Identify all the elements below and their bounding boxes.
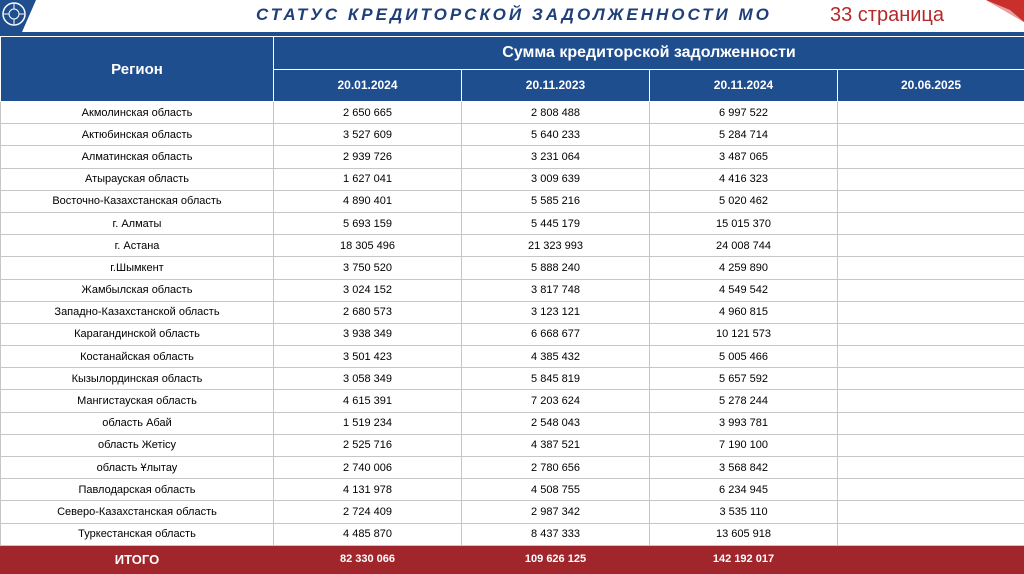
value-cell: 4 960 815 [650, 301, 838, 323]
value-cell [838, 235, 1024, 257]
value-cell: 5 445 179 [462, 212, 650, 234]
table-row [1, 434, 1024, 456]
region-cell: Кызылординская область [1, 368, 274, 390]
value-cell: 3 024 152 [274, 279, 462, 301]
value-cell [838, 168, 1024, 190]
region-cell: Туркестанская область [1, 523, 274, 545]
table-row [1, 102, 1024, 124]
value-cell [838, 457, 1024, 479]
table-row [1, 390, 1024, 412]
table-row [1, 457, 1024, 479]
table-row [1, 279, 1024, 301]
value-cell [838, 279, 1024, 301]
region-cell: область Ұлытау [1, 457, 274, 479]
total-value: 142 192 017 [650, 545, 838, 573]
page-number: 33 страница [830, 4, 945, 26]
table-row [1, 301, 1024, 323]
value-cell: 1 627 041 [274, 168, 462, 190]
date-header: 20.01.2024 [274, 69, 462, 102]
value-cell: 21 323 993 [462, 235, 650, 257]
table-row [1, 523, 1024, 545]
value-cell: 7 190 100 [650, 434, 838, 456]
value-cell: 5 693 159 [274, 212, 462, 234]
region-cell: Жамбылская область [1, 279, 274, 301]
value-cell [838, 124, 1024, 146]
region-cell: Акмолинская область [1, 102, 274, 124]
value-cell: 2 525 716 [274, 434, 462, 456]
region-cell: г. Алматы [1, 212, 274, 234]
value-cell [838, 257, 1024, 279]
value-cell: 2 808 488 [462, 102, 650, 124]
region-column-header: Регион [1, 37, 274, 102]
value-cell: 4 385 432 [462, 346, 650, 368]
value-cell: 15 015 370 [650, 212, 838, 234]
value-cell: 4 259 890 [650, 257, 838, 279]
table-row [1, 212, 1024, 234]
value-cell: 5 640 233 [462, 124, 650, 146]
value-cell [838, 190, 1024, 212]
value-cell [838, 146, 1024, 168]
total-value [838, 545, 1024, 573]
region-cell: Восточно-Казахстанская область [1, 190, 274, 212]
table-row [1, 412, 1024, 434]
value-cell: 5 284 714 [650, 124, 838, 146]
value-cell: 2 939 726 [274, 146, 462, 168]
value-cell: 3 501 423 [274, 346, 462, 368]
region-cell: Карагандинской область [1, 323, 274, 345]
value-cell [838, 501, 1024, 523]
region-cell: Западно-Казахстанской область [1, 301, 274, 323]
value-cell: 3 487 065 [650, 146, 838, 168]
region-cell: г. Астана [1, 235, 274, 257]
table-row [1, 124, 1024, 146]
value-cell: 2 740 006 [274, 457, 462, 479]
table-body [1, 102, 1024, 574]
value-cell: 3 009 639 [462, 168, 650, 190]
value-cell [838, 301, 1024, 323]
region-cell: г.Шымкент [1, 257, 274, 279]
total-value: 82 330 066 [274, 545, 462, 573]
value-cell: 2 724 409 [274, 501, 462, 523]
region-cell: Алматинская область [1, 146, 274, 168]
value-cell: 3 123 121 [462, 301, 650, 323]
value-cell: 3 527 609 [274, 124, 462, 146]
value-cell: 3 993 781 [650, 412, 838, 434]
value-cell [838, 479, 1024, 501]
region-cell: Северо-Казахстанская область [1, 501, 274, 523]
value-cell [838, 523, 1024, 545]
value-cell: 10 121 573 [650, 323, 838, 345]
value-cell: 3 058 349 [274, 368, 462, 390]
value-cell: 2 987 342 [462, 501, 650, 523]
table-row [1, 368, 1024, 390]
value-cell: 4 549 542 [650, 279, 838, 301]
value-cell [838, 323, 1024, 345]
value-cell: 3 535 110 [650, 501, 838, 523]
value-cell [838, 212, 1024, 234]
value-cell: 4 890 401 [274, 190, 462, 212]
table-row [1, 146, 1024, 168]
value-cell: 3 568 842 [650, 457, 838, 479]
date-header: 20.06.2025 [838, 69, 1024, 102]
region-cell: Костанайская область [1, 346, 274, 368]
value-cell: 5 278 244 [650, 390, 838, 412]
value-cell: 3 817 748 [462, 279, 650, 301]
value-cell: 8 437 333 [462, 523, 650, 545]
value-cell: 6 234 945 [650, 479, 838, 501]
total-label: ИТОГО [1, 545, 274, 573]
value-cell: 5 005 466 [650, 346, 838, 368]
value-cell: 3 231 064 [462, 146, 650, 168]
region-cell: Павлодарская область [1, 479, 274, 501]
slide-header [0, 0, 1024, 32]
value-cell [838, 368, 1024, 390]
region-cell: область Абай [1, 412, 274, 434]
value-cell: 4 508 755 [462, 479, 650, 501]
value-cell [838, 102, 1024, 124]
table-row [1, 346, 1024, 368]
value-cell: 5 020 462 [650, 190, 838, 212]
value-cell: 4 131 978 [274, 479, 462, 501]
value-cell: 4 416 323 [650, 168, 838, 190]
date-header: 20.11.2024 [650, 69, 838, 102]
debt-table [0, 36, 1024, 574]
value-cell: 13 605 918 [650, 523, 838, 545]
value-cell [838, 390, 1024, 412]
debt-sum-header: Сумма кредиторской задолженности [274, 37, 1024, 70]
value-cell: 5 888 240 [462, 257, 650, 279]
table-row [1, 235, 1024, 257]
table-row [1, 323, 1024, 345]
value-cell: 4 387 521 [462, 434, 650, 456]
value-cell [838, 412, 1024, 434]
table-row [1, 168, 1024, 190]
date-header: 20.11.2023 [462, 69, 650, 102]
value-cell: 6 668 677 [462, 323, 650, 345]
table-row [1, 257, 1024, 279]
emblem-icon [0, 0, 28, 28]
value-cell: 2 780 656 [462, 457, 650, 479]
region-cell: Актюбинская область [1, 124, 274, 146]
value-cell: 7 203 624 [462, 390, 650, 412]
region-cell: Атырауская область [1, 168, 274, 190]
value-cell [838, 346, 1024, 368]
value-cell: 2 680 573 [274, 301, 462, 323]
value-cell [838, 434, 1024, 456]
value-cell: 5 845 819 [462, 368, 650, 390]
value-cell: 3 938 349 [274, 323, 462, 345]
value-cell: 6 997 522 [650, 102, 838, 124]
value-cell: 24 008 744 [650, 235, 838, 257]
table-row [1, 501, 1024, 523]
value-cell: 5 585 216 [462, 190, 650, 212]
total-value: 109 626 125 [462, 545, 650, 573]
region-cell: Мангистауская область [1, 390, 274, 412]
page-title: СТАТУС КРЕДИТОРСКОЙ ЗАДОЛЖЕННОСТИ МО [256, 5, 772, 24]
value-cell: 18 305 496 [274, 235, 462, 257]
table-row [1, 190, 1024, 212]
total-row [1, 545, 1024, 573]
table-row [1, 479, 1024, 501]
value-cell: 5 657 592 [650, 368, 838, 390]
value-cell: 4 485 870 [274, 523, 462, 545]
page-curl-decoration [980, 0, 1024, 22]
value-cell: 4 615 391 [274, 390, 462, 412]
value-cell: 1 519 234 [274, 412, 462, 434]
value-cell: 2 650 665 [274, 102, 462, 124]
region-cell: область Жетісу [1, 434, 274, 456]
value-cell: 3 750 520 [274, 257, 462, 279]
value-cell: 2 548 043 [462, 412, 650, 434]
